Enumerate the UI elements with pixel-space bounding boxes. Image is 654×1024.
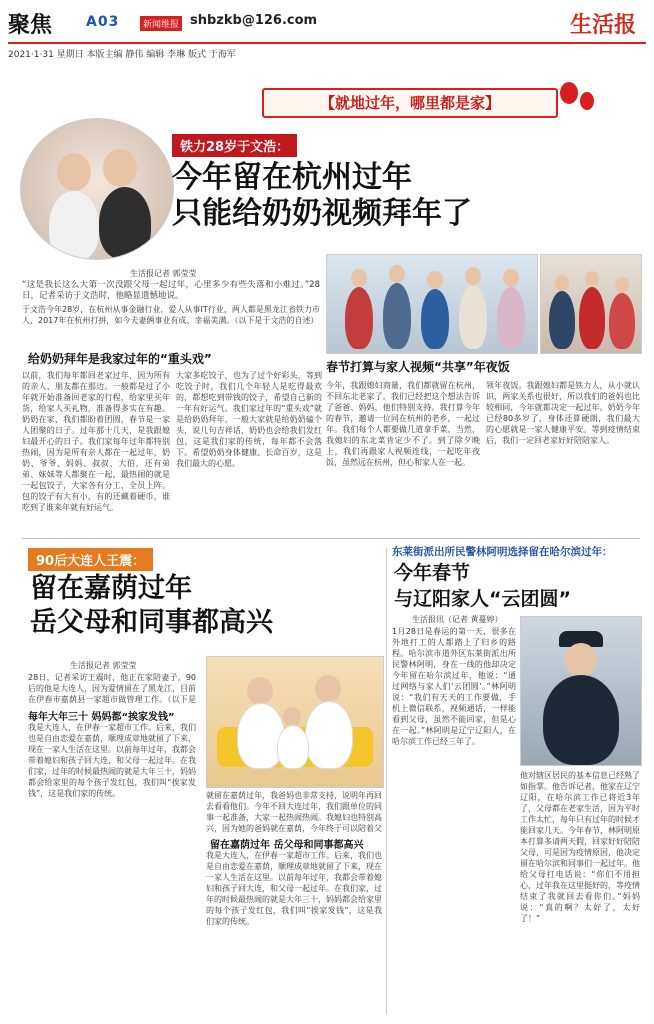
story2-byline: 生活报记者 郭莹莹: [70, 661, 137, 670]
story2-subhead2: 留在嘉荫过年 岳父母和同事都高兴: [210, 840, 364, 851]
story1-headline: [172, 160, 472, 232]
story2-headline-line2: 岳父母和同事都高兴: [30, 607, 273, 638]
story1-column3: 今年，我跟媳妇商量，我们都就留在杭州，不回东北老家了。我们已经把这个想法告诉了爸爸、妈妈，他们特别支持。我打算今年的春节，邀请一位同在杭州的老乡，一起过年。我们每个人都要做几道拿手菜，当然，我媳妇的东北菜肯定少不了。到了除夕晚上，我们再跟家人视频连线，一起吃年夜饭，虽然远在杭州，但心和家人在一起。: [326, 381, 480, 467]
story2-column2: 我是大连人，在伊春一家超市工作。后来，我们也是自由恋爱在嘉荫，顺理成章地就留了下来，现在一家人生活在这里。以前每年过年，我都会带着媳妇和孩子回大连，和父母一起过年。在我们家，过年的时候最热闹的就是大年三十，妈妈都会给家里的每个孩子发红包，我们叫“挨家发钱”，这是我们家的传统。: [206, 851, 382, 926]
story2-subhead1: 每年大年三十 妈妈都“挨家发钱”: [28, 712, 175, 723]
person-body: [99, 187, 151, 259]
newspaper-logo: 生活报: [569, 12, 636, 38]
family-photo-small: [540, 254, 642, 354]
person-head: [103, 149, 137, 187]
story1-headline-line1: 今年留在杭州过年: [172, 160, 412, 195]
story3-headline-line2: 与辽阳家人“云团圆”: [394, 588, 571, 610]
story2-lead: 28日，记者采访王震时，他正在家陪妻子。90后的他是大连人，因为爱情留在了黑龙江，目前在伊春市嘉荫县一家超市做管理工作。（以下是: [28, 673, 196, 704]
story1-column4: 领年夜饭。我跟媳妇都是铁力人，从小就认识，两家关系也很好，所以我们的爸妈也比较相同，今年就都决定一起过年。奶奶今年已经80多岁了，身体还算硬朗，我们最大的心愿就是一家人健康平安。等到疫情结束后，我们一定回老家好好陪陪家人。: [486, 381, 640, 445]
story3-byline: 生活报讯（记者 黄蔓婷）: [412, 615, 503, 624]
story2-headline: [30, 572, 273, 640]
header-divider: [8, 42, 646, 44]
lantern-icon: [560, 82, 578, 104]
story1-headline-line2: 只能给奶奶视频拜年了: [172, 196, 472, 231]
section-title: 聚焦: [8, 12, 53, 38]
story1-column2: 大家多吃饺子，也为了过个好彩头，等到吃饺子时，我们几个年轻人是吃得最欢的，都想吃到带钱的饺子，希望自己新的一年有好运气。我们家过年的“重头戏”就是给奶奶拜年，一般大家就是给奶奶磕个头，说几句吉祥话，奶奶也会给我们发红包，这是我们家的传统，每年都不会落下。希望奶奶身体健康、长命百岁，这是我们最大的心愿。: [176, 371, 322, 468]
story1-byline: 生活报记者 郭莹莹: [130, 269, 197, 278]
person-body: [49, 191, 99, 260]
family-photo-wangzhen: [206, 656, 384, 788]
section-divider: [22, 538, 640, 539]
story3-column1: 1月28日是春运的第一天，很多在外地打工的人都踏上了归乡的路程。哈尔滨市道外区东莱街派出所民警林阿明，身在一线的他却决定今年留在哈尔滨过年，他说：“通过网络与家人们‘云团圆’。”林阿明说：“我们有天天的工作要做，手机上微信联系，视频通话，一样能看到父母，虽然不能回家，但是心在一起。”林阿明是辽宁辽阳人，在哈尔滨工作已经三年了。: [392, 627, 516, 746]
story1-subhead1: 给奶奶拜年是我家过年的“重头戏”: [28, 352, 212, 366]
police-uniform: [543, 675, 619, 765]
story1-lead: “这是我长这么大第一次没跟父母一起过年，心里多少有些失落和小难过。”28日，记者采访于文浩时，他略显遗憾地说。: [22, 280, 320, 301]
story1-column1: 以前，我们每年都回老家过年，因为所有的亲人、朋友都在那边。一般都是过了小年就开始准备回老家的行程，给家里买年货，给家人买礼物，准备得多实在有趣。奶奶在家，我们都盼着团圆，春节是一家人团聚的日子。过年那十几天，是我跟媳妇最开心的日子。我们家每年过年都特别热闹，因为是所有亲人都在一起过年，奶奶、爷爷、妈妈、叔叔、大伯，还有弟弟、妹妹等人都聚在一起，最热闹的就是一起包饺子，大家各有分工，全员上阵。包的饺子有大有小，有的还藏着硬币，谁吃到了谁来年就有好运气。: [22, 371, 170, 512]
story1-subhead2: 春节打算与家人视频“共享”年夜饭: [326, 360, 510, 374]
story3-column2: 他对辖区居民的基本信息已经熟了如指掌。他告诉记者，他家在辽宁辽阳，在哈尔滨工作已将近3年了，父母都在老家生活，因为平时工作太忙，每年只有过年的时候才能回家几天。今年春节，林阿明原本打算多请两天假，回家好好陪陪父母，可是因为疫情原因，他决定留在哈尔滨和同事们一起过年。他给父母打电话说：“你们不用担心，过年我在这里挺好的，等疫情结束了我就回去看你们。”妈妈说：“真的啊？太好了，太好了！”: [520, 771, 640, 923]
story1-kicker: 铁力28岁于文浩：: [172, 134, 297, 157]
contact-email[interactable]: shbzkb@126.com: [190, 13, 318, 28]
column-divider: [386, 548, 387, 1014]
page-number: A03: [86, 14, 120, 30]
story3-kicker: 东莱街派出所民警林阿明选择留在哈尔滨过年：: [392, 546, 613, 558]
story2-kicker: 90后大连人王震：: [28, 548, 153, 571]
police-photo: [520, 616, 642, 766]
story1-lead2: 于文浩今年28岁，在杭州从事金融行业，爱人从事IT行业，两人都是黑龙江省铁力市人，2017年在杭州打拼，如今夫妻俩事业有成、幸福美满。（以下是于文浩的自述）: [22, 305, 320, 325]
family-photo: [326, 254, 538, 354]
story3-headline: [394, 560, 571, 612]
story2-headline-line1: 留在嘉荫过年: [30, 573, 192, 604]
person-head: [57, 153, 91, 191]
story2-column2-top: 就留在嘉荫过年，我爸妈也非常支持，说明年再回去看看他们。今年不回大连过年，我们跟单位的同事一起准备，大家一起热闹热闹。我媳妇也特别高兴，因为她的爸妈就在嘉荫，今年终于可以陪着父: [206, 791, 382, 833]
story3-headline-line1: 今年春节: [394, 562, 471, 584]
date-line: 2021·1·31 星期日 本版主编 静伟 编辑 李琳 版式 于海军: [8, 50, 236, 60]
lantern-icon: [580, 92, 594, 110]
story2-column1: 我是大连人，在伊春一家超市工作。后来，我们也是自由恋爱在嘉荫，顺理成章地就留了下来，现在一家人生活在这里。以前每年过年，我都会带着媳妇和孩子回大连，和父母一起过年。在我们家，过年的时候最热闹的就是大年三十，妈妈都会给家里的每个孩子发红包，我们叫“挨家发钱”，这是我们家的传统。: [28, 723, 196, 798]
topic-banner: 【就地过年，哪里都是家】: [262, 88, 558, 118]
section-tag: 新闻维报: [140, 16, 182, 31]
couple-photo: [20, 118, 174, 260]
